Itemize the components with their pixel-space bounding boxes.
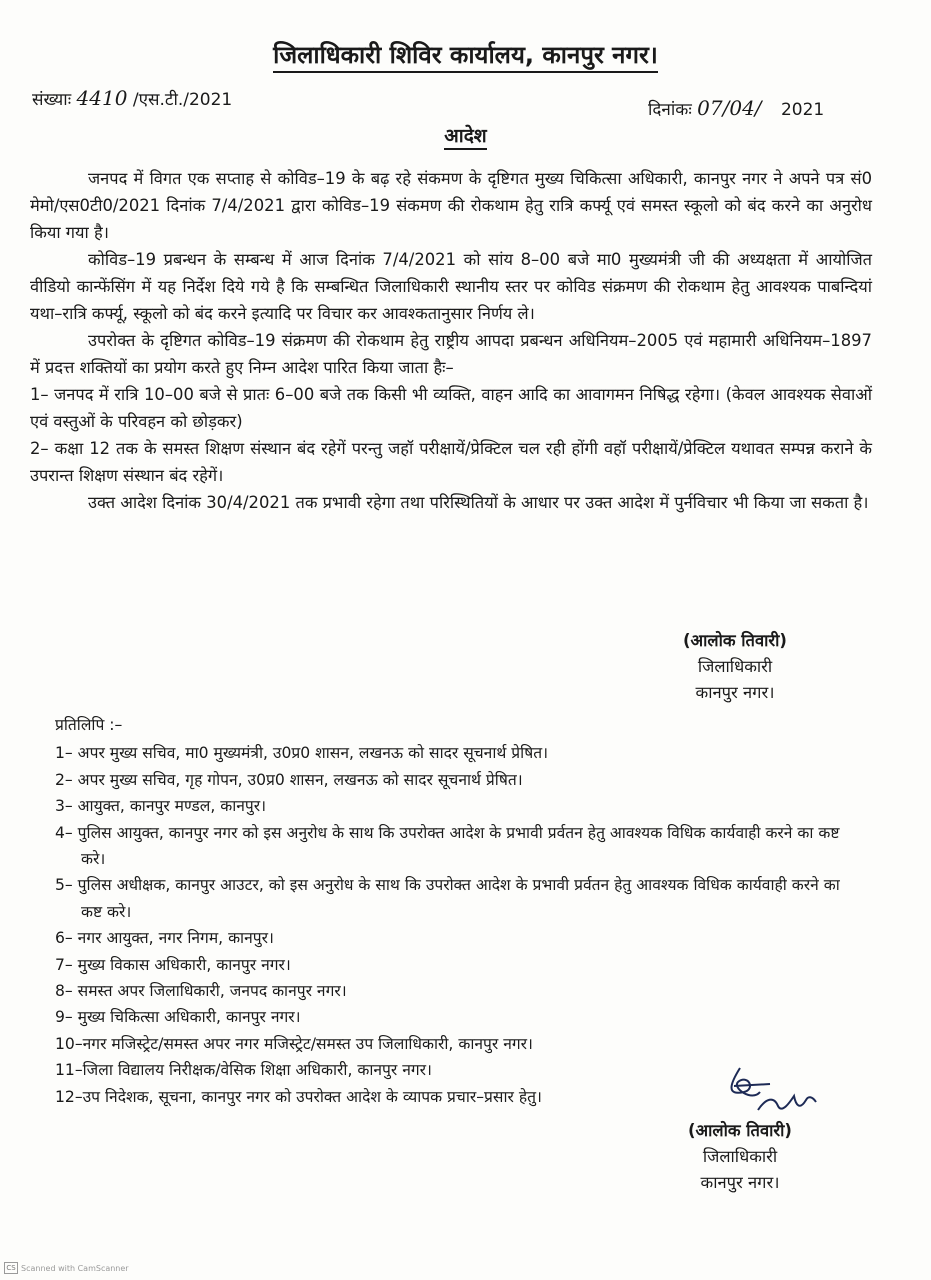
office-title: जिलाधिकारी शिविर कार्यालय, कानपुर नगर।: [0, 38, 931, 71]
order-item-school-closure: 2– कक्षा 12 तक के समस्त शिक्षण संस्थान बंद रहेगें परन्तु जहॉ परीक्षायें/प्रेक्टिल चल रही होंगी वहॉ परीक्षायें/प्रेक्टिल यथावत सम्पन्न कराने के उपरान्त शिक्षण संस्थान बंद रहेगें।: [30, 439, 872, 485]
copy-item: 10–नगर मजिस्ट्रेट/समस्त अपर नगर मजिस्ट्रेट/समस्त उप जिलाधिकारी, कानपुर नगर।: [55, 1034, 533, 1053]
order-body: [30, 165, 872, 516]
signatory-name: (आलोक तिवारी): [688, 1121, 792, 1140]
date-year: 2021: [780, 100, 825, 120]
signatory-location: कानपुर नगर।: [700, 1173, 780, 1192]
signature-block-top: [650, 628, 820, 706]
paragraph-background: जनपद में विगत एक सप्ताह से कोविड–19 के बढ़ रहे संकमण के दृष्टिगत मुख्य चिकित्सा अधिकारी, कानपुर नगर ने अपने पत्र सं0 मेमो/एस0टी0/2021 दिनांक 7/4/2021 द्वारा कोविड–19 संकमण की रोकथाम हेतु रात्रि कर्फ्यू एवं समस्त स्कूलो को बंद करने का अनुरोध किया गया है।: [30, 169, 872, 242]
signatory-location: कानपुर नगर।: [695, 683, 775, 702]
copy-item: 4– पुलिस आयुक्त, कानपुर नगर को इस अनुरोध के साथ कि उपरोक्त आदेश के प्रभावी प्रर्वतन हेतु आवश्यक विधिक कार्यवाही करने का कष्ट करे।: [55, 823, 840, 869]
signature-block-bottom: [655, 1118, 825, 1196]
copy-distribution-list: [55, 712, 855, 1110]
number-suffix: /एस.टी./2021: [132, 90, 233, 110]
date-label: दिनांकः: [648, 100, 692, 120]
signatory-designation: जिलाधिकारी: [702, 1147, 778, 1166]
paragraph-authority: उपरोक्त के दृष्टिगत कोविड–19 संक्रमण की रोकथाम हेतु राष्ट्रीय आपदा प्रबन्धन अधिनियम–2005 एवं महामारी अधिनियम–1897 में प्रदत्त शक्तियों का प्रयोग करते हुए निम्न आदेश पारित किया जाता हैः–: [30, 331, 872, 377]
copies-label: प्रतिलिपि :–: [55, 716, 123, 734]
copy-item: 1– अपर मुख्य सचिव, मा0 मुख्यमंत्री, उ0प्र0 शासन, लखनऊ को सादर सूचनार्थ प्रेषित।: [55, 744, 549, 763]
copy-item: 8– समस्त अपर जिलाधिकारी, जनपद कानपुर नगर।: [55, 982, 347, 1001]
copy-item: 6– नगर आयुक्त, नगर निगम, कानपुर।: [55, 929, 274, 948]
date-value: 07/04/: [697, 96, 762, 120]
paragraph-directive: कोविड–19 प्रबन्धन के सम्बन्ध में आज दिनांक 7/4/2021 को सांय 8–00 बजे मा0 मुख्यमंत्री जी की अध्यक्षता में आयोजित वीडियो कान्फेंसिंग में यह निर्देश दिये गये है कि सम्बन्धित जिलाधिकारी स्थानीय स्तर पर कोविड संक्रमण की रोकथाम हेतु आवश्यक पाबन्दियां यथा–रात्रि कर्फ्यू, स्कूलो को बंद करने इत्यादि पर विचार कर आवश्कतानुसार निर्णय ले।: [30, 250, 872, 323]
reference-number: [32, 86, 232, 110]
copy-item: 11–जिला विद्यालय निरीक्षक/वेसिक शिक्षा अधिकारी, कानपुर नगर।: [55, 1061, 432, 1080]
scanner-watermark: [4, 1262, 129, 1274]
order-date: [648, 96, 824, 120]
number-label: संख्याः: [32, 90, 72, 110]
paragraph-validity: उक्त आदेश दिनांक 30/4/2021 तक प्रभावी रहेगा तथा परिस्थितियों के आधार पर उक्त आदेश में पुर्नविचार भी किया जा सकता है।: [88, 493, 869, 512]
order-heading: आदेश: [0, 122, 931, 148]
handwritten-signature: [700, 1062, 830, 1126]
number-value: 4410: [76, 86, 128, 110]
copy-item: 7– मुख्य विकास अधिकारी, कानपुर नगर।: [55, 955, 291, 974]
scanner-text: Scanned with CamScanner: [21, 1263, 129, 1273]
copy-item: 3– आयुक्त, कानपुर मण्डल, कानपुर।: [55, 797, 267, 816]
copy-item: 9– मुख्य चिकित्सा अधिकारी, कानपुर नगर।: [55, 1008, 301, 1027]
signatory-name: (आलोक तिवारी): [683, 631, 787, 650]
order-item-night-curfew: 1– जनपद में रात्रि 10–00 बजे से प्रातः 6–00 बजे तक किसी भी व्यक्ति, वाहन आदि का आवागमन निषिद्ध रहेगा। (केवल आवश्यक सेवाओं एवं वस्तुओं के परिवहन को छोड़कर): [30, 385, 872, 431]
camscanner-logo-icon: CS: [4, 1262, 18, 1274]
copy-item: 2– अपर मुख्य सचिव, गृह गोपन, उ0प्र0 शासन, लखनऊ को सादर सूचनार्थ प्रेषित।: [55, 770, 523, 789]
signatory-designation: जिलाधिकारी: [697, 657, 773, 676]
copy-item: 5– पुलिस अधीक्षक, कानपुर आउटर, को इस अनुरोध के साथ कि उपरोक्त आदेश के प्रभावी प्रर्वतन हेतु आवश्यक विधिक कार्यवाही करने का कष्ट करे।: [55, 876, 840, 921]
copy-item: 12–उप निदेशक, सूचना, कानपुर नगर को उपरोक्त आदेश के व्यापक प्रचार–प्रसार हेतु।: [55, 1087, 542, 1106]
